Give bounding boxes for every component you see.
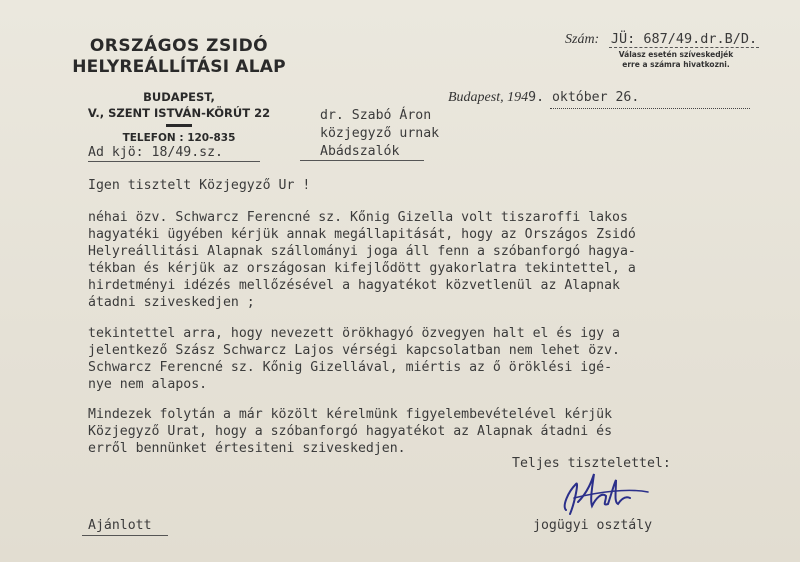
recipient-name: dr. Szabó Áron xyxy=(320,108,432,123)
letterhead-street: V., SZENT ISTVÁN-KÖRÚT 22 xyxy=(87,106,271,120)
paragraph2-line: jelentkező Szász Schwarcz Lajos vérségi kapcsolatban nem lehet özv. xyxy=(88,343,620,358)
paragraph2-line: nye nem alapos. xyxy=(88,377,208,392)
reference-line: Ad kjö: 18/49.sz. xyxy=(88,145,223,160)
letterhead xyxy=(48,36,310,145)
letterhead-divider xyxy=(166,124,192,127)
signature xyxy=(548,462,658,522)
letterhead-city: BUDAPEST, xyxy=(143,90,215,104)
reference-number-block xyxy=(565,28,759,69)
date-year-suffix: 9 xyxy=(528,90,537,105)
department: jogügyi osztály xyxy=(533,518,653,533)
date-dotted-line xyxy=(550,108,750,109)
date-line xyxy=(448,90,639,106)
date-place: Budapest, xyxy=(448,90,504,105)
recipient-town: Abádszalók xyxy=(320,144,400,159)
date-year-prefix: 194 xyxy=(507,90,529,105)
salutation: Igen tisztelt Közjegyző Ur ! xyxy=(88,178,311,193)
paragraph2-line: tekintettel arra, hogy nevezett örökhagyó özvegyen halt el és igy a xyxy=(88,326,620,341)
paragraph1-line: tékban és kérjük az országosan kifejlődött gyakorlatra tekintettel, a xyxy=(88,261,636,276)
number-note xyxy=(591,50,761,70)
letterhead-line1: ORSZÁGOS ZSIDÓ xyxy=(89,36,269,56)
registered-mark: Ajánlott xyxy=(88,518,152,533)
paragraph1-line: Helyreállitási Alapnak szállományi joga áll fenn a szóbanforgó hagya- xyxy=(88,244,636,259)
paragraph1-line: átadni sziveskedjen ; xyxy=(88,295,255,310)
paragraph3-line: Mindezek folytán a már közölt kérelmünk figyelembevételével kérjük xyxy=(88,407,613,422)
paragraph1-line: hirdetményi idézés mellőzésével a hagyatékot közvetlenül az Alapnak xyxy=(88,278,620,293)
paragraph1-line: hagyatéki ügyében kérjük annak megállapitását, hogy az Országos Zsidó xyxy=(88,227,636,242)
date-rest: . október 26. xyxy=(536,90,640,105)
paragraph2-line: Schwarcz Ferencné sz. Kőnig Gizellával, miértis az ő öröklési igé- xyxy=(88,360,613,375)
recipient-title: közjegyző urnak xyxy=(320,126,440,141)
letterhead-phone: TELEFON : 120-835 xyxy=(122,132,236,144)
paragraph3-line: Közjegyző Urat, hogy a szóbanforgó hagyatékot az Alapnak átadni és xyxy=(88,424,613,439)
paragraph1-line: néhai özv. Schwarcz Ferencné sz. Kőnig Gizella volt tiszaroffi lakos xyxy=(88,210,628,225)
letterhead-line2: HELYREÁLLÍTÁSI ALAP xyxy=(72,57,286,77)
number-value: JÜ: 687/49.dr.B/D. xyxy=(610,31,758,47)
number-note-line2: erre a számra hivatkozni. xyxy=(622,60,730,69)
reference-underline xyxy=(88,161,260,162)
closing: Teljes tisztelettel: xyxy=(512,456,671,471)
number-note-line1: Válasz esetén szíveskedjék xyxy=(618,50,734,59)
number-label: Szám: xyxy=(565,32,600,47)
recipient-underline xyxy=(300,160,424,161)
paragraph3-line: erről bennünket értesiteni sziveskedjen. xyxy=(88,441,406,456)
registered-underline xyxy=(82,535,168,536)
